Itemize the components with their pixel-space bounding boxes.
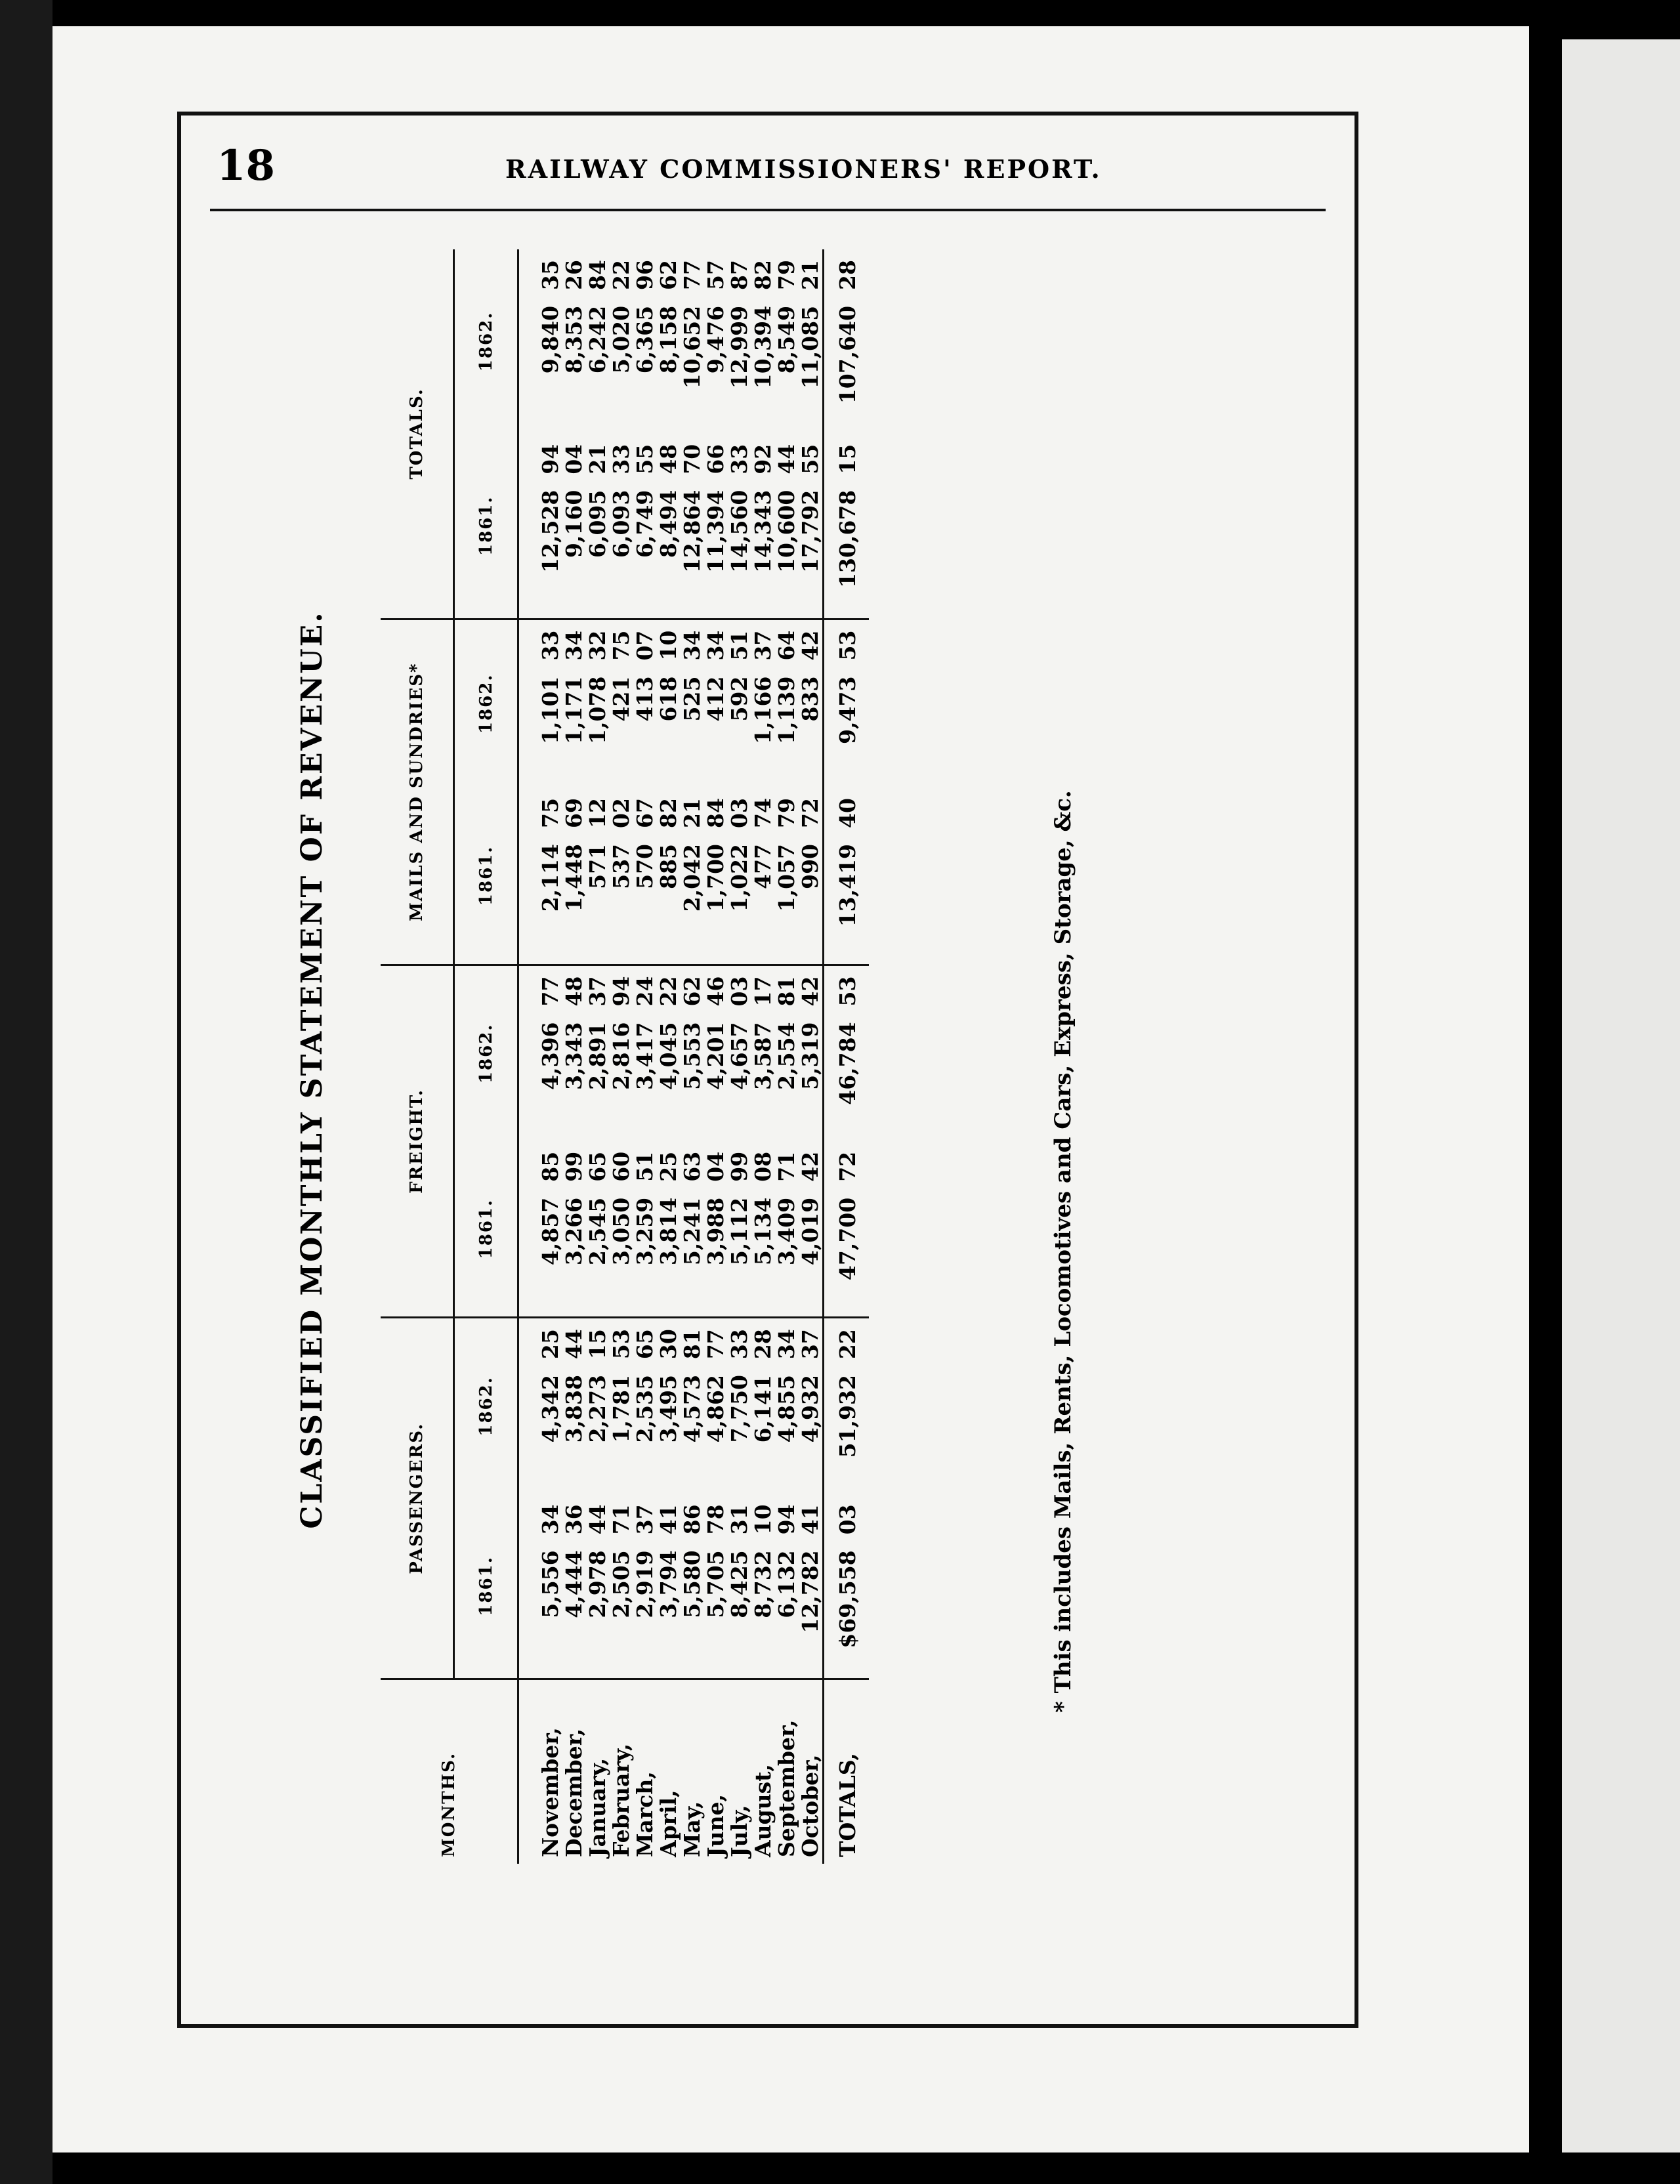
total-cents: 15 xyxy=(824,434,870,484)
group-header-totals: TOTALS. xyxy=(381,249,454,619)
amount-dollars: 12,528 xyxy=(518,484,563,619)
table-row xyxy=(728,249,751,1864)
amount-cents: 81 xyxy=(774,976,799,1007)
table-row xyxy=(562,249,586,1864)
amount-dollars: 2,535 xyxy=(632,1375,658,1443)
total-dollars: $69,558 xyxy=(824,1544,870,1679)
amount-cents: 04 xyxy=(703,1151,728,1182)
month-label: September, xyxy=(774,1719,799,1857)
amount-dollars: 3,814 xyxy=(657,1191,681,1318)
amount-dollars: 4,862 xyxy=(703,1375,728,1443)
amount-dollars: 5,553 xyxy=(679,1022,705,1090)
amount-dollars: 4,932 xyxy=(797,1375,823,1443)
amount-dollars: 3,587 xyxy=(750,1022,776,1090)
amount-cents: 55 xyxy=(797,444,823,474)
amount-cents: 99 xyxy=(561,1151,587,1182)
amount-dollars: 618 xyxy=(656,676,681,722)
revenue-table xyxy=(381,249,869,1864)
amount-cents: 48 xyxy=(561,976,587,1007)
amount-dollars: 6,132 xyxy=(775,1544,799,1679)
amount-cents: 32 xyxy=(585,630,610,661)
amount-cents: 70 xyxy=(679,444,705,474)
amount-cents: 34 xyxy=(537,1504,563,1535)
amount-dollars: 4,657 xyxy=(726,1022,752,1090)
amount-cents: 42 xyxy=(797,976,823,1007)
amount-cents: 65 xyxy=(585,1151,610,1182)
amount-dollars: 4,573 xyxy=(679,1375,705,1443)
total-cents: 53 xyxy=(824,619,870,669)
amount-dollars: 5,112 xyxy=(728,1191,751,1318)
amount-cents: 33 xyxy=(726,1329,752,1360)
amount-dollars: 4,855 xyxy=(774,1375,799,1443)
month-label: November, xyxy=(537,1727,563,1857)
amount-cents: 77 xyxy=(703,1329,728,1360)
amount-dollars: 3,988 xyxy=(704,1191,728,1318)
totals-row xyxy=(824,249,870,1864)
amount-dollars: 8,425 xyxy=(728,1544,751,1679)
amount-dollars: 2,505 xyxy=(610,1544,633,1679)
table-title: CLASSIFIED MONTHLY STATEMENT OF REVENUE. xyxy=(295,610,329,1529)
amount-cents: 08 xyxy=(750,1151,776,1182)
month-label: March, xyxy=(632,1771,658,1857)
amount-cents: 35 xyxy=(537,260,563,290)
table-row xyxy=(681,249,704,1864)
total-cents: 03 xyxy=(824,1494,870,1544)
amount-cents: 79 xyxy=(774,798,799,828)
amount-dollars: 8,494 xyxy=(657,484,681,619)
amount-cents: 87 xyxy=(726,260,752,290)
amount-cents: 81 xyxy=(679,1329,705,1360)
amount-dollars: 421 xyxy=(608,676,634,722)
amount-cents: 53 xyxy=(608,1329,634,1360)
amount-cents: 42 xyxy=(797,1151,823,1182)
amount-dollars: 4,396 xyxy=(537,1022,563,1090)
amount-dollars: 1,448 xyxy=(562,837,586,965)
month-label: July, xyxy=(726,1805,752,1857)
amount-dollars: 10,394 xyxy=(750,305,776,389)
amount-dollars: 1,101 xyxy=(537,676,563,744)
amount-dollars: 477 xyxy=(751,837,775,965)
amount-cents: 21 xyxy=(585,444,610,474)
amount-dollars: 2,919 xyxy=(633,1544,657,1679)
amount-cents: 94 xyxy=(537,444,563,474)
group-header-passengers: PASSENGERS. xyxy=(381,1318,454,1679)
amount-cents: 96 xyxy=(632,260,658,290)
amount-cents: 62 xyxy=(679,976,705,1007)
amount-cents: 34 xyxy=(774,1329,799,1360)
year-header: 1861. xyxy=(454,1494,518,1679)
month-label: February, xyxy=(608,1743,634,1857)
table-row xyxy=(704,249,728,1864)
table-row xyxy=(586,249,610,1864)
rotated-table-region xyxy=(295,249,1135,1890)
amount-cents: 07 xyxy=(632,630,658,661)
amount-cents: 25 xyxy=(656,1151,681,1182)
amount-cents: 75 xyxy=(537,798,563,828)
amount-cents: 03 xyxy=(726,976,752,1007)
amount-cents: 82 xyxy=(656,798,681,828)
amount-dollars: 11,394 xyxy=(704,484,728,619)
amount-dollars: 3,259 xyxy=(633,1191,657,1318)
year-header: 1862. xyxy=(454,249,518,434)
amount-dollars: 2,545 xyxy=(586,1191,610,1318)
total-dollars: 46,784 xyxy=(824,1015,870,1141)
amount-cents: 71 xyxy=(774,1151,799,1182)
amount-dollars: 9,840 xyxy=(537,305,563,374)
amount-cents: 10 xyxy=(750,1504,776,1535)
year-header: 1862. xyxy=(454,619,518,788)
amount-dollars: 9,476 xyxy=(703,305,728,374)
amount-cents: 77 xyxy=(679,260,705,290)
amount-dollars: 1,057 xyxy=(775,837,799,965)
amount-cents: 51 xyxy=(632,1151,658,1182)
amount-dollars: 4,444 xyxy=(562,1544,586,1679)
amount-dollars: 8,353 xyxy=(561,305,587,374)
amount-dollars: 4,857 xyxy=(518,1191,563,1318)
amount-dollars: 2,554 xyxy=(774,1022,799,1090)
amount-dollars: 4,019 xyxy=(799,1191,824,1318)
amount-cents: 17 xyxy=(750,976,776,1007)
amount-cents: 22 xyxy=(656,976,681,1007)
amount-cents: 62 xyxy=(656,260,681,290)
footnote: * This includes Mails, Rents, Locomotives and Cars, Express, Storage, &c. xyxy=(1050,790,1076,1713)
total-cents: 22 xyxy=(824,1318,870,1368)
amount-cents: 21 xyxy=(679,798,705,828)
film-edge xyxy=(0,0,52,2184)
amount-cents: 41 xyxy=(656,1504,681,1535)
table-row xyxy=(610,249,633,1864)
amount-dollars: 1,781 xyxy=(608,1375,634,1443)
header-rule xyxy=(210,209,1326,211)
amount-dollars: 5,020 xyxy=(608,305,634,374)
amount-cents: 55 xyxy=(632,444,658,474)
amount-dollars: 4,201 xyxy=(703,1022,728,1090)
amount-cents: 75 xyxy=(608,630,634,661)
amount-dollars: 8,549 xyxy=(774,305,799,374)
amount-cents: 51 xyxy=(726,630,752,661)
amount-dollars: 6,141 xyxy=(750,1375,776,1443)
amount-cents: 69 xyxy=(561,798,587,828)
amount-dollars: 4,045 xyxy=(656,1022,681,1090)
month-label: August, xyxy=(750,1764,776,1857)
amount-dollars: 9,160 xyxy=(562,484,586,619)
amount-cents: 10 xyxy=(656,630,681,661)
amount-dollars: 14,343 xyxy=(751,484,775,619)
amount-cents: 31 xyxy=(726,1504,752,1535)
amount-cents: 33 xyxy=(537,630,563,661)
amount-cents: 79 xyxy=(774,260,799,290)
amount-cents: 33 xyxy=(608,444,634,474)
amount-cents: 02 xyxy=(608,798,634,828)
month-label: December, xyxy=(561,1728,587,1857)
amount-cents: 65 xyxy=(632,1329,658,1360)
amount-dollars: 1,166 xyxy=(750,676,776,744)
total-dollars: 107,640 xyxy=(824,299,870,434)
year-header: 1862. xyxy=(454,965,518,1141)
amount-dollars: 885 xyxy=(657,837,681,965)
amount-cents: 78 xyxy=(703,1504,728,1535)
amount-dollars: 4,342 xyxy=(537,1375,563,1443)
total-dollars: 47,700 xyxy=(824,1191,870,1318)
month-label: May, xyxy=(679,1801,705,1857)
amount-dollars: 5,705 xyxy=(704,1544,728,1679)
amount-cents: 44 xyxy=(774,444,799,474)
amount-dollars: 17,792 xyxy=(799,484,824,619)
amount-dollars: 6,093 xyxy=(610,484,633,619)
amount-dollars: 10,652 xyxy=(679,305,705,389)
year-header: 1861. xyxy=(454,788,518,965)
amount-cents: 33 xyxy=(726,444,752,474)
amount-dollars: 1,171 xyxy=(561,676,587,744)
amount-cents: 37 xyxy=(632,1504,658,1535)
amount-dollars: 2,042 xyxy=(681,837,704,965)
amount-dollars: 14,560 xyxy=(728,484,751,619)
table-row xyxy=(775,249,799,1864)
amount-cents: 34 xyxy=(703,630,728,661)
amount-dollars: 6,749 xyxy=(633,484,657,619)
amount-dollars: 2,816 xyxy=(608,1022,634,1090)
amount-cents: 99 xyxy=(726,1151,752,1182)
amount-cents: 74 xyxy=(750,798,776,828)
amount-cents: 60 xyxy=(608,1151,634,1182)
amount-dollars: 1,078 xyxy=(585,676,610,744)
month-label: April, xyxy=(656,1790,681,1857)
amount-dollars: 5,241 xyxy=(681,1191,704,1318)
amount-cents: 42 xyxy=(797,630,823,661)
total-cents: 40 xyxy=(824,788,870,837)
total-cents: 28 xyxy=(824,249,870,299)
amount-dollars: 1,022 xyxy=(728,837,751,965)
amount-dollars: 1,139 xyxy=(774,676,799,744)
month-label: January, xyxy=(585,1757,610,1857)
amount-dollars: 11,085 xyxy=(797,305,823,389)
year-header: 1861. xyxy=(454,1141,518,1318)
group-header-freight: FREIGHT. xyxy=(381,965,454,1318)
amount-cents: 44 xyxy=(585,1504,610,1535)
amount-cents: 24 xyxy=(632,976,658,1007)
amount-dollars: 6,242 xyxy=(585,305,610,374)
amount-cents: 36 xyxy=(561,1504,587,1535)
amount-dollars: 3,343 xyxy=(561,1022,587,1090)
amount-cents: 37 xyxy=(585,976,610,1007)
amount-cents: 37 xyxy=(797,1329,823,1360)
table-row xyxy=(751,249,775,1864)
amount-cents: 04 xyxy=(561,444,587,474)
amount-dollars: 3,409 xyxy=(775,1191,799,1318)
amount-dollars: 12,864 xyxy=(681,484,704,619)
group-header-mails: MAILS AND SUNDRIES* xyxy=(381,619,454,965)
table-row xyxy=(633,249,657,1864)
amount-dollars: 2,114 xyxy=(518,837,563,965)
amount-cents: 71 xyxy=(608,1504,634,1535)
table-row xyxy=(657,249,681,1864)
amount-cents: 03 xyxy=(726,798,752,828)
amount-dollars: 571 xyxy=(586,837,610,965)
amount-dollars: 592 xyxy=(726,676,752,722)
amount-cents: 94 xyxy=(608,976,634,1007)
amount-dollars: 12,782 xyxy=(799,1544,824,1679)
total-dollars: 13,419 xyxy=(824,837,870,965)
amount-cents: 25 xyxy=(537,1329,563,1360)
amount-dollars: 570 xyxy=(633,837,657,965)
amount-dollars: 7,750 xyxy=(726,1375,752,1443)
amount-cents: 30 xyxy=(656,1329,681,1360)
amount-dollars: 537 xyxy=(610,837,633,965)
total-dollars: 51,932 xyxy=(824,1368,870,1494)
amount-dollars: 5,580 xyxy=(681,1544,704,1679)
amount-cents: 86 xyxy=(679,1504,705,1535)
amount-dollars: 2,273 xyxy=(585,1375,610,1443)
amount-dollars: 3,495 xyxy=(656,1375,681,1443)
amount-dollars: 2,978 xyxy=(586,1544,610,1679)
table-row xyxy=(518,249,563,1864)
amount-dollars: 5,556 xyxy=(518,1544,563,1679)
year-header: 1862. xyxy=(454,1318,518,1494)
table-row xyxy=(799,249,824,1864)
amount-cents: 85 xyxy=(537,1151,563,1182)
month-label: October, xyxy=(797,1754,823,1857)
year-header: 1861. xyxy=(454,434,518,619)
months-header: MONTHS. xyxy=(381,1679,518,1864)
amount-dollars: 412 xyxy=(703,676,728,722)
amount-dollars: 990 xyxy=(799,837,824,965)
amount-cents: 84 xyxy=(703,798,728,828)
amount-cents: 57 xyxy=(703,260,728,290)
amount-cents: 34 xyxy=(561,630,587,661)
amount-dollars: 5,134 xyxy=(751,1191,775,1318)
totals-label: TOTALS, xyxy=(824,1679,870,1864)
total-dollars: 130,678 xyxy=(824,484,870,619)
amount-cents: 26 xyxy=(561,260,587,290)
amount-dollars: 3,050 xyxy=(610,1191,633,1318)
amount-cents: 66 xyxy=(703,444,728,474)
amount-cents: 64 xyxy=(774,630,799,661)
amount-dollars: 3,266 xyxy=(562,1191,586,1318)
amount-cents: 67 xyxy=(632,798,658,828)
amount-dollars: 833 xyxy=(797,676,823,722)
amount-cents: 84 xyxy=(585,260,610,290)
amount-cents: 77 xyxy=(537,976,563,1007)
amount-dollars: 12,999 xyxy=(726,305,752,389)
adjacent-page-strip xyxy=(1562,39,1680,2152)
amount-cents: 15 xyxy=(585,1329,610,1360)
amount-dollars: 6,365 xyxy=(632,305,658,374)
amount-dollars: 525 xyxy=(679,676,705,722)
amount-cents: 37 xyxy=(750,630,776,661)
total-cents: 53 xyxy=(824,965,870,1015)
running-head: RAILWAY COMMISSIONERS' REPORT. xyxy=(505,154,1102,184)
total-dollars: 9,473 xyxy=(824,670,870,788)
amount-dollars: 3,794 xyxy=(657,1544,681,1679)
month-label: June, xyxy=(703,1794,728,1857)
amount-dollars: 5,319 xyxy=(797,1022,823,1090)
amount-dollars: 10,600 xyxy=(775,484,799,619)
amount-cents: 34 xyxy=(679,630,705,661)
amount-dollars: 413 xyxy=(632,676,658,722)
amount-cents: 63 xyxy=(679,1151,705,1182)
amount-dollars: 8,158 xyxy=(656,305,681,374)
total-cents: 72 xyxy=(824,1141,870,1191)
amount-cents: 12 xyxy=(585,798,610,828)
amount-cents: 41 xyxy=(797,1504,823,1535)
amount-dollars: 6,095 xyxy=(586,484,610,619)
amount-cents: 46 xyxy=(703,976,728,1007)
amount-dollars: 3,417 xyxy=(632,1022,658,1090)
amount-cents: 22 xyxy=(608,260,634,290)
amount-cents: 94 xyxy=(774,1504,799,1535)
amount-dollars: 2,891 xyxy=(585,1022,610,1090)
page-number: 18 xyxy=(217,141,276,190)
amount-cents: 44 xyxy=(561,1329,587,1360)
amount-dollars: 3,838 xyxy=(561,1375,587,1443)
amount-cents: 82 xyxy=(750,260,776,290)
amount-cents: 48 xyxy=(656,444,681,474)
amount-cents: 72 xyxy=(797,798,823,828)
amount-dollars: 8,732 xyxy=(751,1544,775,1679)
amount-cents: 92 xyxy=(750,444,776,474)
amount-cents: 28 xyxy=(750,1329,776,1360)
amount-dollars: 1,700 xyxy=(704,837,728,965)
amount-cents: 21 xyxy=(797,260,823,290)
